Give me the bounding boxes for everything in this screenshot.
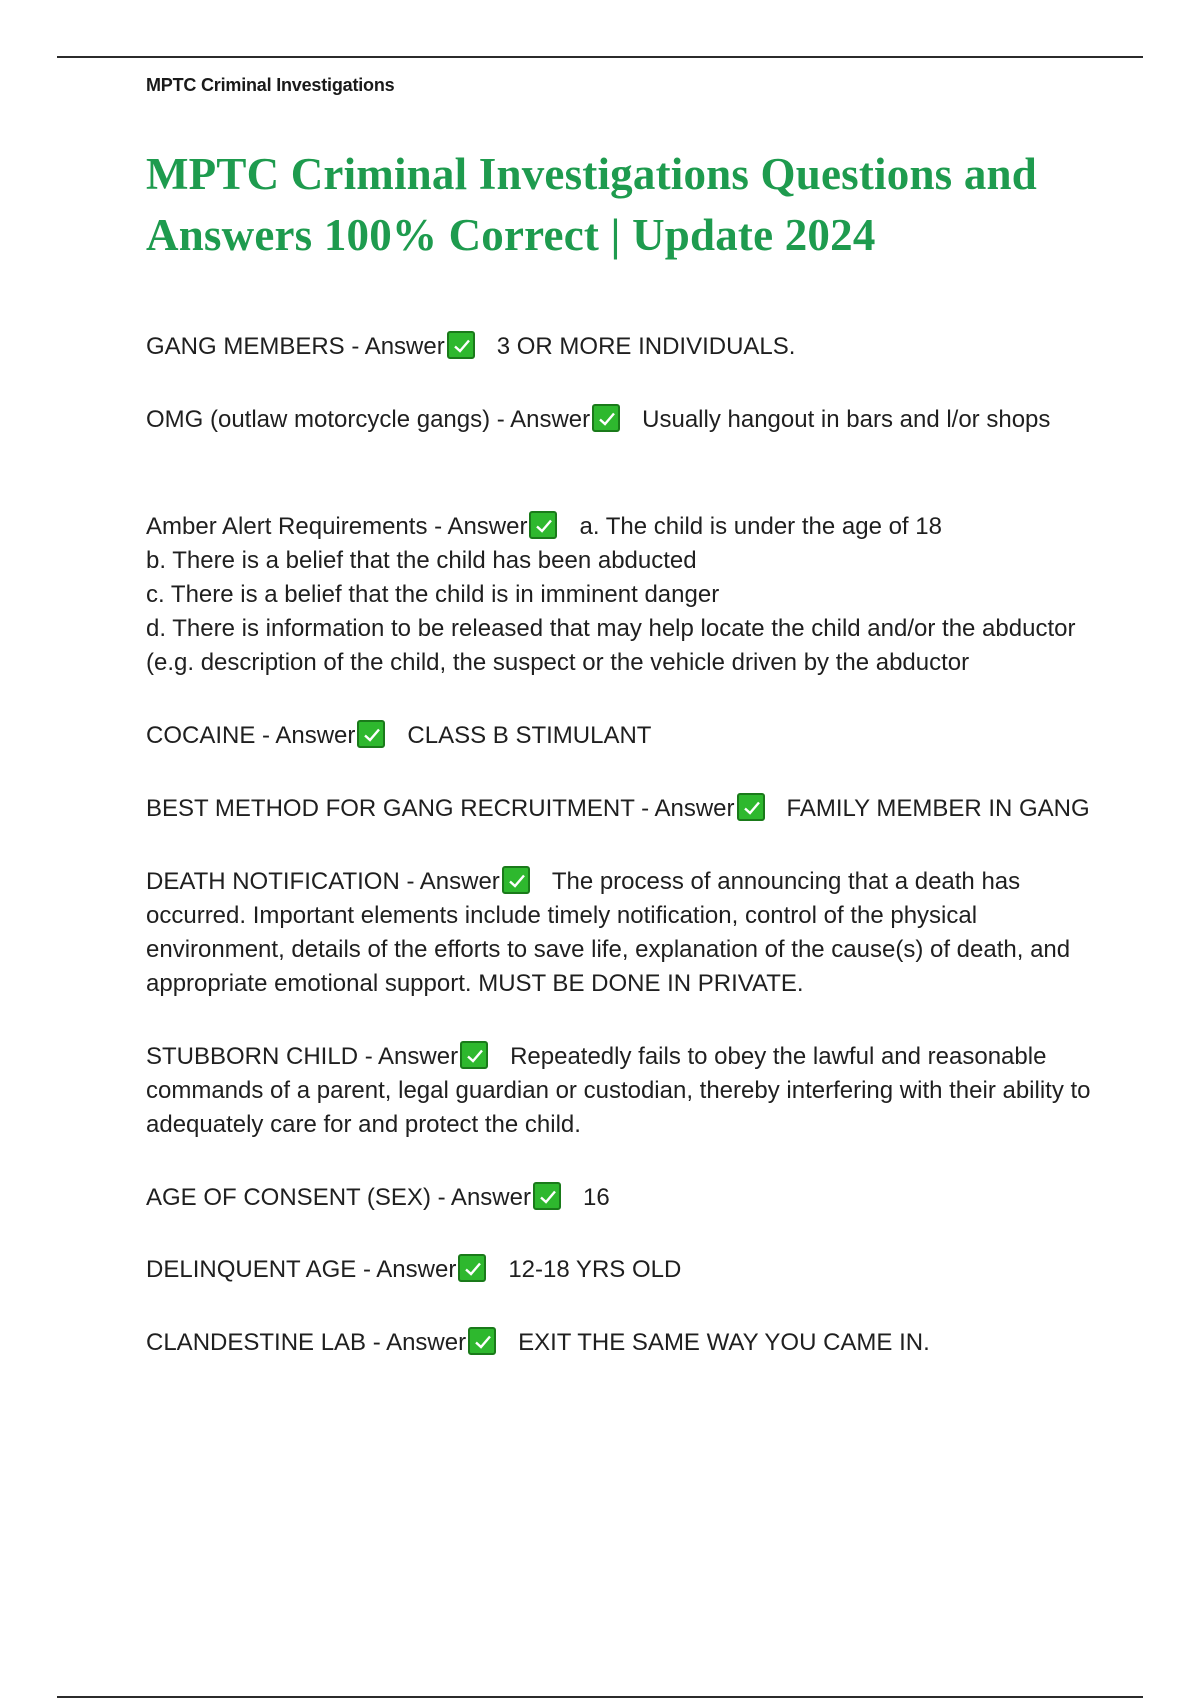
top-rule [57, 56, 1143, 58]
qa-term: DEATH NOTIFICATION - Answer [146, 868, 500, 895]
check-mark-icon [458, 1254, 486, 1282]
qa-term: DELINQUENT AGE - Answer [146, 1256, 457, 1283]
check-mark-icon [460, 1041, 488, 1069]
qa-item [146, 403, 1096, 437]
check-mark-icon [502, 866, 530, 894]
qa-answer: 3 OR MORE INDIVIDUALS. [496, 333, 796, 360]
qa-item [146, 792, 1096, 826]
qa-item [146, 1326, 1096, 1360]
qa-item [146, 865, 1096, 1001]
document-title: MPTC Criminal Investigations Questions and Answers 100% Correct | Update 2024 [146, 149, 1037, 260]
qa-answer: Repeatedly fails to obey the lawful and reasonable commands of a parent, legal guardian or custodian, thereby interfering with their ability to adequately care for and protect the child. [146, 1043, 1091, 1138]
check-mark-icon [357, 720, 385, 748]
check-mark-icon [533, 1182, 561, 1210]
qa-term: CLANDESTINE LAB - Answer [146, 1329, 467, 1356]
running-header: MPTC Criminal Investigations [146, 75, 395, 95]
qa-item [146, 476, 1096, 680]
qa-list [146, 330, 1096, 1360]
qa-answer: 16 [582, 1184, 610, 1211]
qa-answer: a. The child is under the age of 18 b. There is a belief that the child has been abducted c. There is a belief that the child is in imminent danger d. There is information to be released that may help locate the child and/or the abductor (e.g. description of the child, the suspect or the vehicle driven by the abductor [146, 513, 1076, 676]
qa-item [146, 1040, 1096, 1142]
qa-answer: 12-18 YRS OLD [508, 1256, 682, 1283]
qa-term: OMG (outlaw motorcycle gangs) - Answer [146, 406, 591, 433]
qa-term: STUBBORN CHILD - Answer [146, 1043, 459, 1070]
qa-answer: Usually hangout in bars and l/or shops [642, 406, 1051, 433]
bottom-rule [57, 1696, 1143, 1698]
qa-term: BEST METHOD FOR GANG RECRUITMENT - Answer [146, 795, 735, 822]
qa-item [146, 330, 1096, 364]
qa-item [146, 1181, 1096, 1215]
check-mark-icon [592, 404, 620, 432]
qa-item [146, 1253, 1096, 1287]
check-mark-icon [447, 331, 475, 359]
qa-answer: FAMILY MEMBER IN GANG [786, 795, 1090, 822]
check-mark-icon [737, 793, 765, 821]
qa-term: AGE OF CONSENT (SEX) - Answer [146, 1184, 531, 1211]
check-mark-icon [468, 1327, 496, 1355]
check-mark-icon [529, 511, 557, 539]
qa-answer: CLASS B STIMULANT [407, 722, 652, 749]
qa-term: Amber Alert Requirements - Answer [146, 513, 528, 540]
qa-answer: EXIT THE SAME WAY YOU CAME IN. [518, 1329, 930, 1356]
qa-item [146, 719, 1096, 753]
qa-term: COCAINE - Answer [146, 722, 356, 749]
qa-term: GANG MEMBERS - Answer [146, 333, 445, 360]
qa-answer: The process of announcing that a death has occurred. Important elements include timely notification, control of the physical environment, details of the efforts to save life, explanation of the cause(s) of death, and appropriate emotional support. MUST BE DONE IN PRIVATE. [146, 868, 1071, 997]
